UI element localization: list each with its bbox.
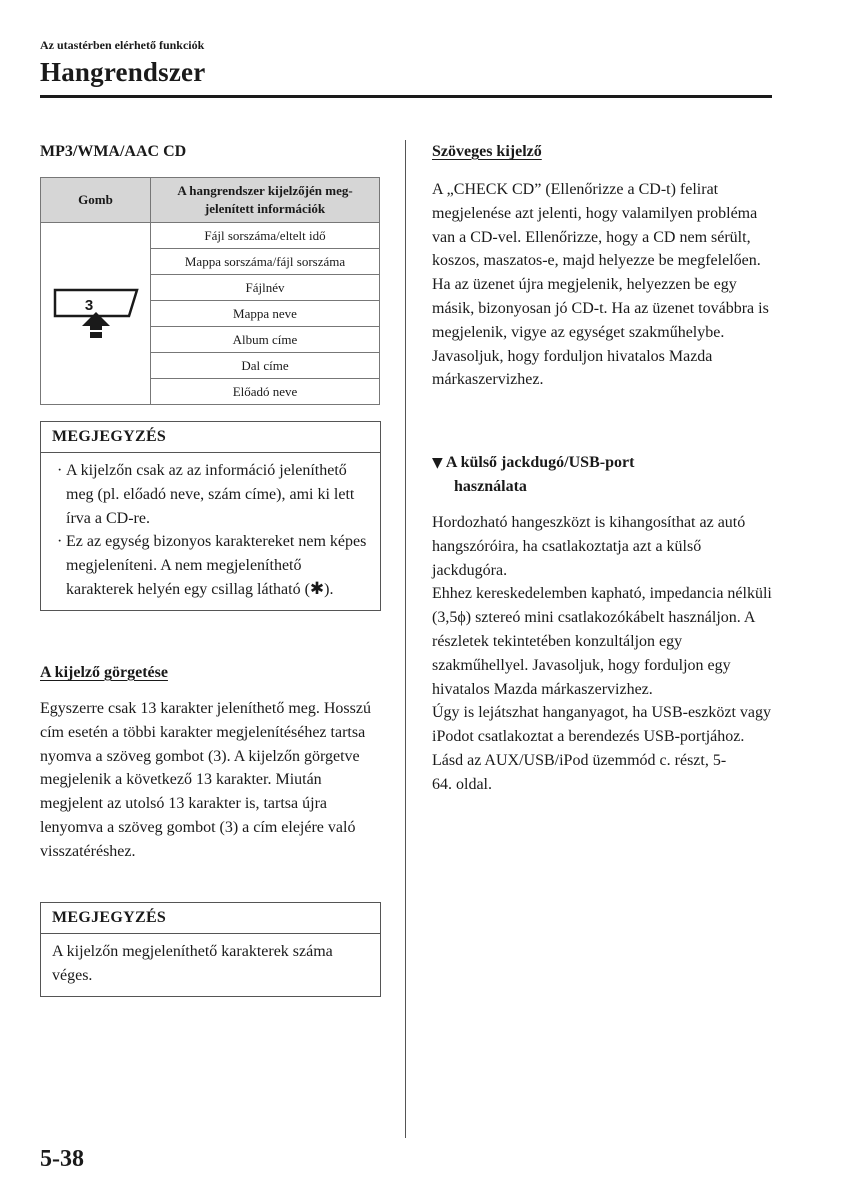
aux-paragraph-2-end: ) sztereó mini csatlakozókábelt használjon. A részletek tekintetében konzultáljon egy szakműhellyel. Javasoljuk, hogy forduljon egy hivatalos Mazda márkaszervizhez. xyxy=(432,609,755,698)
text-button-icon xyxy=(49,282,143,342)
note-box-2 xyxy=(40,902,381,997)
aux-paragraph-3: Úgy is lejátszhat hanganyagot, ha USB-eszközt vagy iPodot csatlakoztat a berendezés USB-portjához. xyxy=(432,704,772,746)
table-cell: Album címe xyxy=(151,327,380,353)
note-bullet-text: A kijelzőn csak az az információ jeleníthető meg (pl. előadó neve, szám címe), ami ki lett írva a CD-re. xyxy=(66,462,355,527)
page-title: Hangrendszer xyxy=(40,57,206,87)
text-display-heading: Szöveges kijelző xyxy=(432,143,542,160)
button-icon-cell xyxy=(41,223,151,405)
aux-paragraph-2 xyxy=(432,582,777,701)
aux-heading-line1: A külső jackdugó/USB-port xyxy=(445,454,635,471)
table-header-button: Gomb xyxy=(41,178,151,223)
section-label: Az utastérben elérhető funkciók xyxy=(40,38,205,52)
scroll-text: Egyszerre csak 13 karakter jeleníthető meg. Hosszú cím esetén a többi karakter megjelenítéséhez tartsa nyomva a szöveg gombot (3). A kijelzőn görgetve megjelenik a következő 13 karakter. Miután megjelent az utolsó 13 karakter is, tartsa újra lenyomva a szöveg gombot (3) a cím elejére való visszatéréshez. xyxy=(40,700,371,860)
aux-paragraph-4: Lásd az AUX/USB/iPod üzemmód c. részt, 5-64. oldal. xyxy=(432,751,727,793)
table-title: MP3/WMA/AAC CD xyxy=(40,143,187,160)
note-bullet-text-wrap xyxy=(66,530,370,601)
aux-heading-line2: használata xyxy=(454,478,527,495)
aux-paragraph-1: Hordozható hangeszközt is kihangosíthat az autó hangszóróira, ha csatlakoztatja azt a külső jackdugóra. xyxy=(432,514,746,579)
table-cell: Fájl sorszáma/eltelt idő xyxy=(151,223,380,249)
table-header-info: A hangrendszer kijelzőjén meg-jelenített információk xyxy=(151,178,380,223)
title-rule xyxy=(40,95,772,98)
aux-heading xyxy=(432,451,752,499)
note-title: MEGJEGYZÉS xyxy=(41,903,380,934)
note-body: A kijelzőn megjeleníthető karakterek száma véges. xyxy=(52,943,333,984)
table-cell: Dal címe xyxy=(151,353,380,379)
note-bullet xyxy=(52,530,370,601)
table-cell: Mappa neve xyxy=(151,301,380,327)
column-divider xyxy=(405,140,406,1138)
note-bullet-text: Ez az egység bizonyos karaktereket nem képes megjeleníteni. A nem megjeleníthető karakterek helyén egy csillag látható ( xyxy=(66,533,367,598)
triangle-down-icon: ▼ xyxy=(432,455,443,471)
table-cell: Előadó neve xyxy=(151,379,380,405)
table-cell: Mappa sorszáma/fájl sorszáma xyxy=(151,249,380,275)
bullet-dot: · xyxy=(57,533,63,551)
bullet-dot: · xyxy=(57,462,63,479)
aux-paragraph-2-start: Ehhez kereskedelemben kapható, impedancia nélküli (3,5 xyxy=(432,585,772,627)
asterisk-icon: ✱ xyxy=(309,578,325,599)
button-number-label: 3 xyxy=(84,296,93,314)
note-box xyxy=(40,421,381,611)
note-title: MEGJEGYZÉS xyxy=(41,422,380,453)
table-row xyxy=(41,223,380,249)
note-bullet xyxy=(52,459,370,530)
note-body xyxy=(41,453,380,610)
table-cell: Fájlnév xyxy=(151,275,380,301)
display-info-table xyxy=(40,177,380,405)
aux-body xyxy=(432,511,777,797)
phi-symbol: ϕ xyxy=(457,609,466,627)
note-bullet-end: ). xyxy=(324,580,334,598)
text-display-body: A „CHECK CD” (Ellenőrizze a CD-t) felirat megjelenése azt jelenti, hogy valamilyen probléma van a CD-vel. Ellenőrizze, hogy a CD nem sérült, koszos, maszatos-e, majd helyezze be megfelelően. Ha az üzenet újra megjelenik, helyezzen be egy másik, bizonyosan jó CD-t. Ha az üzenet továbbra is megjelenik, vigye az egységet szakműhelybe. Javasoljuk, hogy forduljon hivatalos Mazda márkaszervizhez. xyxy=(432,181,769,389)
aux-heading-line1-wrap xyxy=(432,451,752,475)
table-header-row xyxy=(41,178,380,223)
scroll-heading: A kijelző görgetése xyxy=(40,664,168,681)
page-number: 5-38 xyxy=(40,1146,84,1172)
